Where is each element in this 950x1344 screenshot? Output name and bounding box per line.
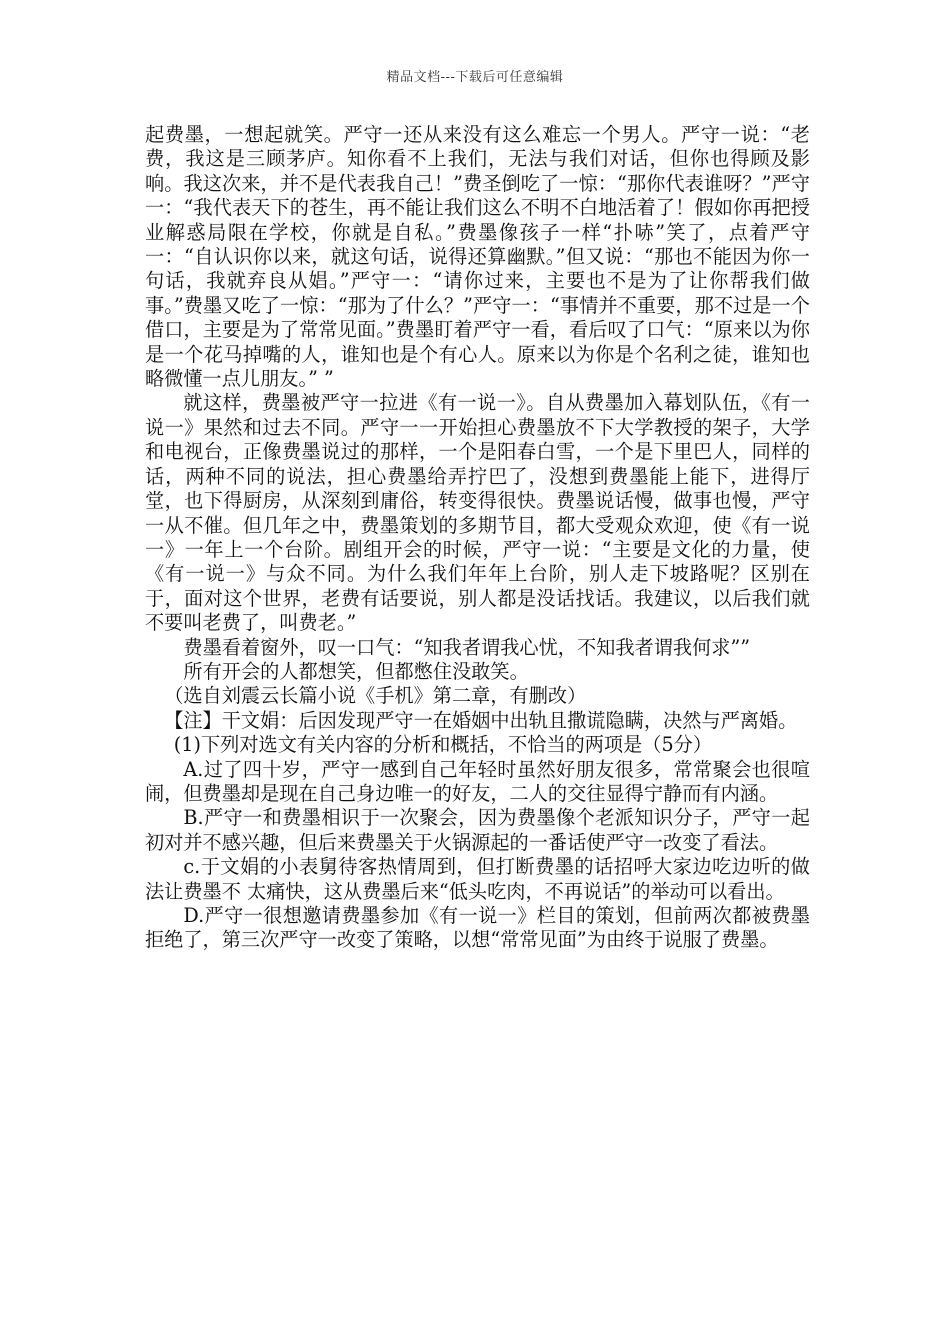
source-note: （选自刘震云长篇小说《手机》第二章，有删改） <box>164 684 587 708</box>
option-a: A.过了四十岁，严守一感到自己年轻时虽然好朋友很多，常常聚会也很喧闹，但费墨却是现在自己身边唯一的好友，二人的交往显得宁静而有内涵。 <box>145 757 810 805</box>
page-header: 精品文档---下载后可任意编辑 <box>386 70 564 85</box>
paragraph-dialogue: 起费墨，一想起就笑。严守一还从来没有这么难忘一个男人。严守一说：“老费，我这是三顾茅庐。知你看不上我们，无法与我们对话，但你也得顾及影响。我这次来，并不是代表我自己！”费圣倒吃了一惊：“那你代表谁呀？”严守一：“我代表天下的苍生，再不能让我们这么不明不白地活着了！假如你再把授业解惑局限在学校，你就是自私。”费墨像孩子一样“扑哧”笑了，点着严守一：“自认识你以来，就这句话，说得还算幽默。”但又说：“那也不能因为你一句话，我就弃良从娼。”严守一：“请你过来，主要也不是为了让你帮我们做事。”费墨又吃了一惊：“那为了什么？”严守一：“事情并不重要，那不过是一个借口，主要是为了常常见面。”费墨盯着严守一看，看后叹了口气：“原来以为你是一个花马掉嘴的人，谁知也是个有心人。原来以为你是个名利之徒，谁知也略微懂一点儿朋友。” ” <box>145 123 810 391</box>
option-c: c.于文娟的小表舅待客热情周到，但打断费墨的话招呼大家边吃边听的做法让费墨不 太痛快，这从费墨后来“低头吃肉，不再说话”的举动可以看出。 <box>145 855 810 903</box>
question-1: (1)下列对选文有关内容的分析和概括，不恰当的两项是（5分） <box>173 733 713 757</box>
option-d: D.严守一很想邀请费墨参加《有一说一》栏目的策划，但前两次都被费墨拒绝了，第三次严守一改变了策略，以想“常常见面”为由终于说服了费墨。 <box>145 904 810 952</box>
annotation-note: 【注】干文娟：后因发现严守一在婚姻中出轨且撒谎隐瞒，决然与严离婚。 <box>164 708 798 732</box>
paragraph-feimo-sigh: 费墨看着窗外，叹一口气：“知我者谓我心忧，不知我者谓我何求”” <box>183 635 751 659</box>
paragraph-meeting-laugh: 所有开会的人都想笑，但都憋住没敢笑。 <box>183 659 529 683</box>
paragraph-joining-show: 就这样，费墨被严守一拉进《有一说一》。自从费墨加入幕划队伍，《有一说一》果然和过去不同。严守一一开始担心费墨放不下大学教授的架子，大学和电视台，正像费墨说过的那样，一个是阳春白雪，一个是下里巴人，同样的话，两种不同的说法，担心费墨给弄拧巴了，没想到费墨能上能下，进得厅堂，也下得厨房，从深刻到庸俗，转变得很快。费墨说话慢，做事也慢，严守一从不催。但几年之中，费墨策划的多期节目，都大受观众欢迎，使《有一说一》一年上一个台阶。剧组开会的时候，严守一说：“主要是文化的力量，使《有一说一》与众不同。为什么我们年年上台阶，别人走下坡路呢？区别在于，面对这个世界，老费有话要说，别人都是没话找话。我建议，以后我们就不要叫老费了，叫费老。” <box>145 391 810 635</box>
document-body <box>145 123 810 953</box>
option-b: B.严守一和费墨相识于一次聚会，因为费墨像个老派知识分子，严守一起初对并不感兴趣，但后来费墨关于火锅源起的一番话使严守一改变了看法。 <box>145 806 810 854</box>
